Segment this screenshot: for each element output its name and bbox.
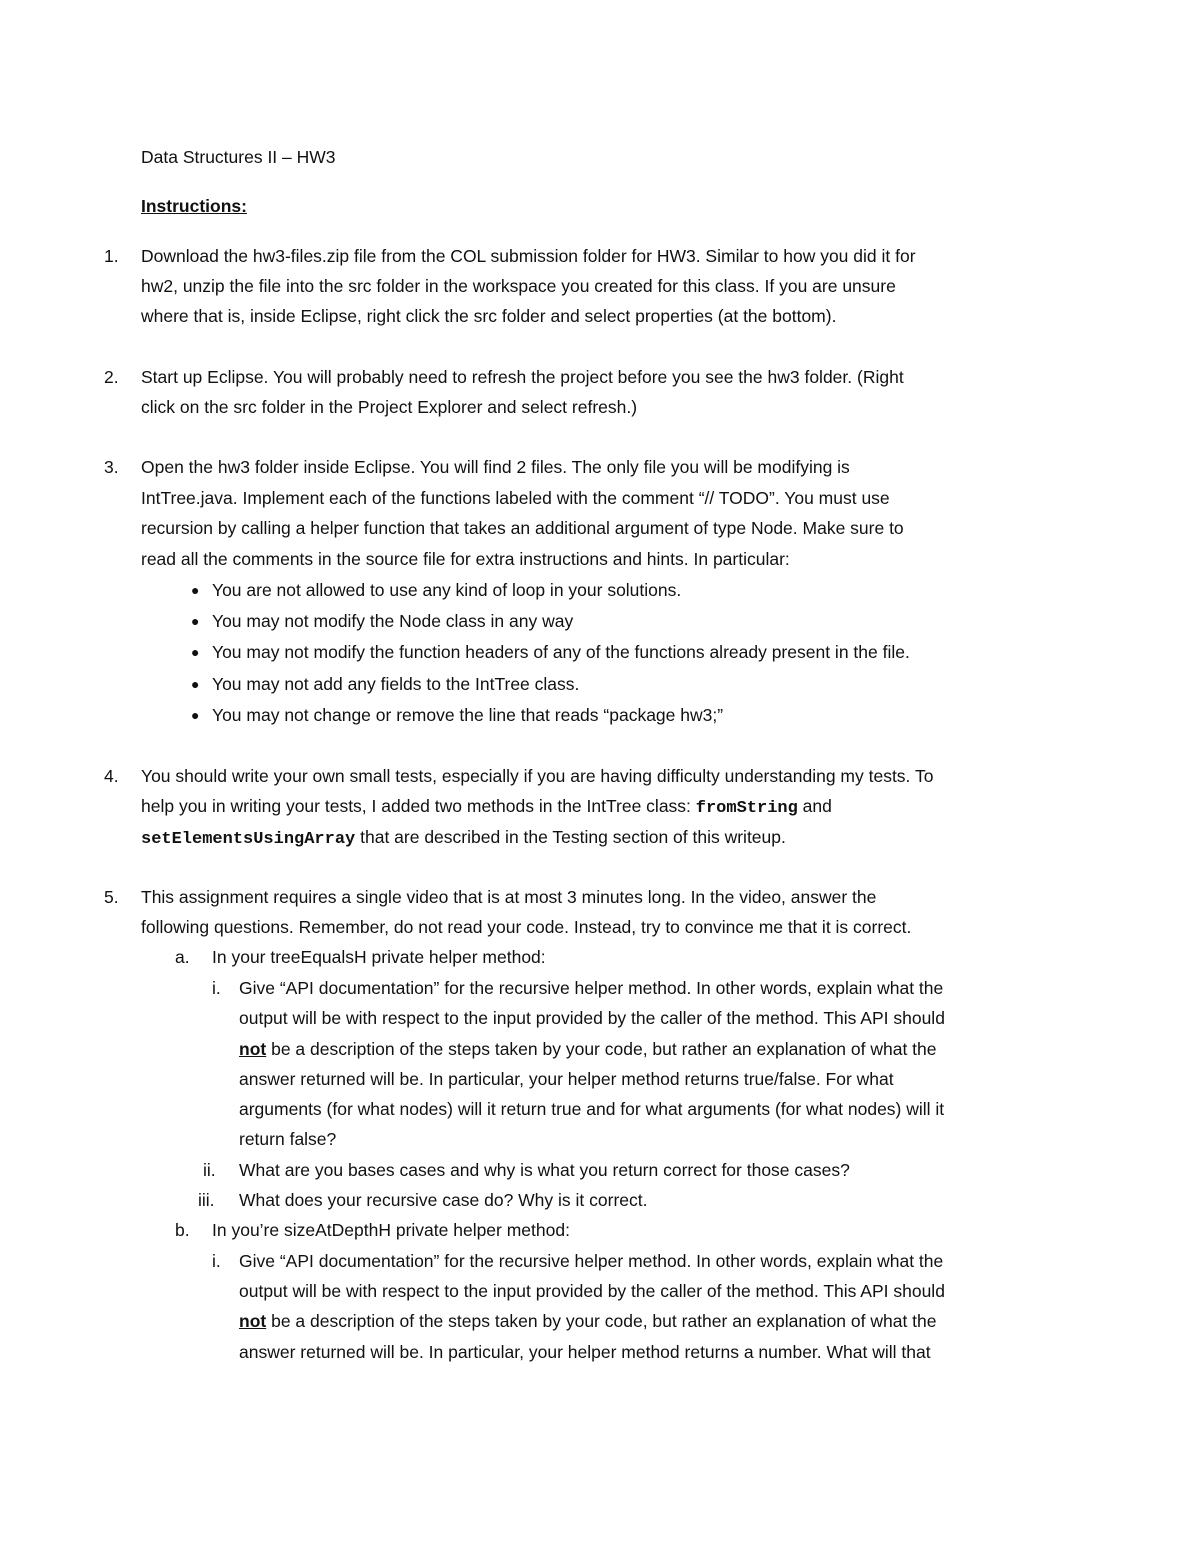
item-4-line [141, 825, 786, 852]
bullet-icon: ● [191, 582, 200, 598]
sub-item-a-text: In your treeEqualsH private helper method: [212, 947, 546, 967]
item-1-line: hw2, unzip the file into the src folder in the workspace you created for this class. If you are unsure [141, 276, 896, 296]
question-line: return false? [239, 1129, 337, 1149]
bullet-item: You may not add any fields to the IntTree class. [212, 674, 580, 694]
item-3-line: IntTree.java. Implement each of the functions labeled with the comment “// TODO”. You must use [141, 488, 890, 508]
code-fromstring: fromString [695, 799, 798, 818]
question-text: be a description of the steps taken by your code, but rather an explanation of what the [266, 1311, 937, 1331]
question-line [239, 1037, 937, 1061]
bullet-icon: ● [191, 644, 200, 660]
item-2-number: 2. [104, 367, 119, 387]
item-4-line: You should write your own small tests, especially if you are having difficulty understanding my tests. To [141, 766, 934, 786]
emphasis-not: not [239, 1039, 267, 1059]
bullet-icon: ● [191, 613, 200, 629]
item-5-line: This assignment requires a single video that is at most 3 minutes long. In the video, answer the [141, 887, 877, 907]
bullet-icon: ● [191, 707, 200, 723]
item-3-line: recursion by calling a helper function that takes an additional argument of type Node. Make sure to [141, 518, 904, 538]
bullet-item: You may not modify the Node class in any way [212, 611, 574, 631]
question-text: be a description of the steps taken by your code, but rather an explanation of what the [266, 1039, 937, 1059]
question-line: output will be with respect to the input provided by the caller of the method. This API should [239, 1281, 945, 1301]
question-line: arguments (for what nodes) will it return true and for what arguments (for what nodes) will it [239, 1099, 945, 1119]
bullet-item: You may not change or remove the line that reads “package hw3;” [212, 705, 724, 725]
sub-item-a-label: a. [175, 947, 190, 967]
item-4-text: help you in writing your tests, I added two methods in the IntTree class: [141, 796, 696, 816]
question-line: answer returned will be. In particular, your helper method returns a number. What will that [239, 1342, 931, 1362]
item-4-text: and [797, 796, 832, 816]
question-line: What does your recursive case do? Why is it correct. [239, 1190, 648, 1210]
code-setelementsusingarray: setElementsUsingArray [141, 830, 356, 849]
item-4-line [141, 794, 832, 821]
emphasis-not: not [239, 1311, 267, 1331]
question-line: Give “API documentation” for the recursive helper method. In other words, explain what the [239, 1251, 944, 1271]
sub-item-b-label: b. [175, 1220, 190, 1240]
item-4-text: that are described in the Testing section of this writeup. [355, 827, 786, 847]
item-5-line: following questions. Remember, do not read your code. Instead, try to convince me that it is correct. [141, 917, 912, 937]
item-4-number: 4. [104, 766, 119, 786]
item-1-line: where that is, inside Eclipse, right click the src folder and select properties (at the bottom). [141, 306, 837, 326]
roman-i-label: i. [212, 1251, 221, 1271]
instructions-heading: Instructions: [141, 196, 247, 216]
bullet-item: You may not modify the function headers of any of the functions already present in the file. [212, 642, 910, 662]
question-line: answer returned will be. In particular, your helper method returns true/false. For what [239, 1069, 894, 1089]
item-3-line: read all the comments in the source file for extra instructions and hints. In particular: [141, 549, 790, 569]
item-3-line: Open the hw3 folder inside Eclipse. You will find 2 files. The only file you will be modifying is [141, 457, 850, 477]
document-title: Data Structures II – HW3 [141, 147, 336, 167]
question-line [239, 1309, 937, 1333]
bullet-icon: ● [191, 676, 200, 692]
sub-item-b-text: In you’re sizeAtDepthH private helper method: [212, 1220, 570, 1240]
roman-ii-label: ii. [203, 1160, 216, 1180]
roman-i-label: i. [212, 978, 221, 998]
bullet-item: You are not allowed to use any kind of loop in your solutions. [212, 580, 682, 600]
item-3-number: 3. [104, 457, 119, 477]
item-1-number: 1. [104, 246, 119, 266]
question-line: Give “API documentation” for the recursive helper method. In other words, explain what the [239, 978, 944, 998]
item-1-line: Download the hw3-files.zip file from the COL submission folder for HW3. Similar to how you did it for [141, 246, 916, 266]
question-line: What are you bases cases and why is what you return correct for those cases? [239, 1160, 850, 1180]
item-5-number: 5. [104, 887, 119, 907]
roman-iii-label: iii. [198, 1190, 215, 1210]
item-2-line: Start up Eclipse. You will probably need to refresh the project before you see the hw3 folder. (Right [141, 367, 904, 387]
question-line: output will be with respect to the input provided by the caller of the method. This API should [239, 1008, 945, 1028]
item-2-line: click on the src folder in the Project Explorer and select refresh.) [141, 397, 638, 417]
